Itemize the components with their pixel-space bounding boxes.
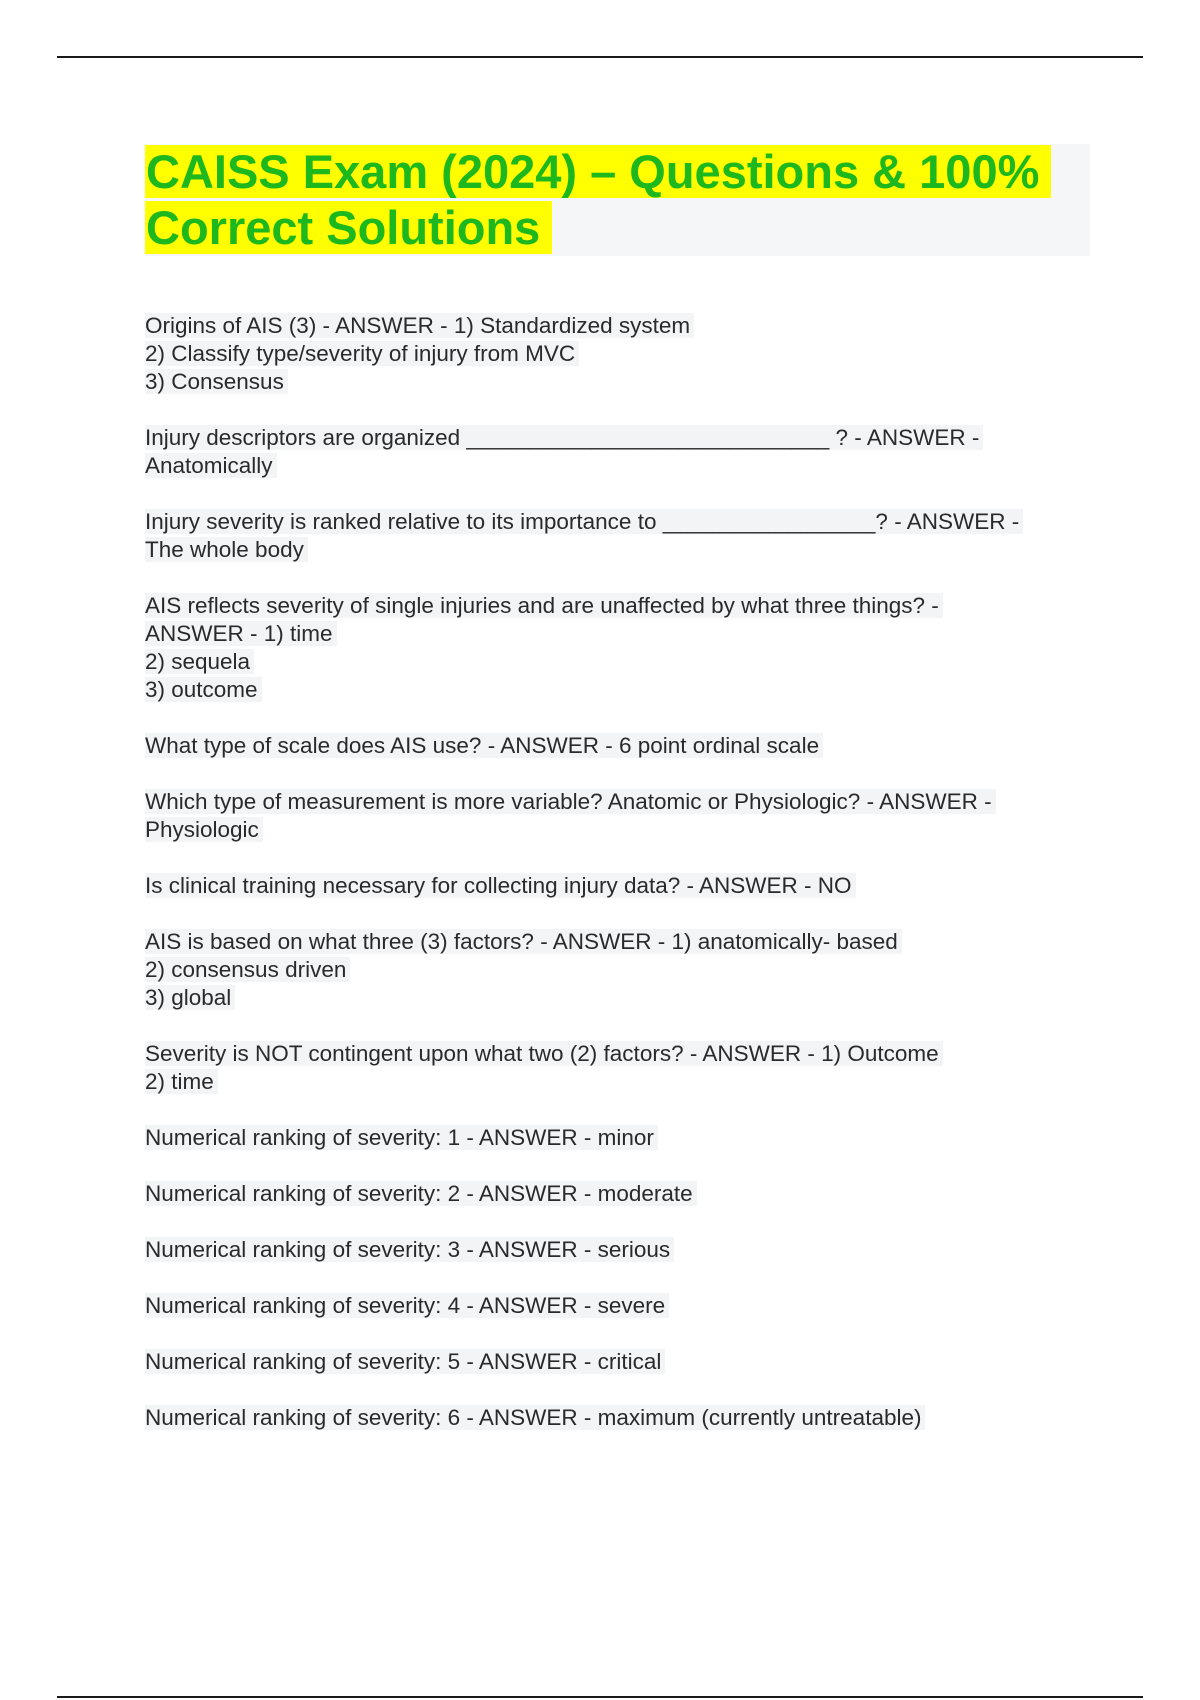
qa-line: Numerical ranking of severity: 5 - ANSWER - critical <box>145 1349 665 1374</box>
qa-list <box>145 312 1085 1460</box>
document-title-text: CAISS Exam (2024) – Questions & 100% Correct Solutions <box>145 145 1051 254</box>
qa-line: Numerical ranking of severity: 4 - ANSWER - severe <box>145 1293 669 1318</box>
qa-line: Injury descriptors are organized _____________________________ ? - ANSWER - <box>145 425 983 450</box>
document-title <box>145 144 1090 256</box>
qa-item <box>145 732 1085 760</box>
qa-item <box>145 788 1085 844</box>
qa-item <box>145 1124 1085 1152</box>
qa-item <box>145 1348 1085 1376</box>
qa-item <box>145 1404 1085 1432</box>
qa-line: 2) Classify type/severity of injury from MVC <box>145 341 579 366</box>
qa-line: AIS is based on what three (3) factors? - ANSWER - 1) anatomically- based <box>145 929 902 954</box>
qa-item <box>145 1040 1085 1096</box>
qa-item <box>145 592 1085 704</box>
qa-line: 3) global <box>145 985 235 1010</box>
title-block <box>145 144 1090 256</box>
qa-line: The whole body <box>145 537 308 562</box>
qa-line: Anatomically <box>145 453 277 478</box>
qa-line: 3) Consensus <box>145 369 288 394</box>
qa-line: Injury severity is ranked relative to its importance to _________________? - ANSWER - <box>145 509 1023 534</box>
bottom-rule <box>57 1696 1143 1698</box>
qa-line: 2) consensus driven <box>145 957 350 982</box>
qa-line: Numerical ranking of severity: 1 - ANSWER - minor <box>145 1125 658 1150</box>
qa-line: Severity is NOT contingent upon what two (2) factors? - ANSWER - 1) Outcome <box>145 1041 943 1066</box>
qa-line: Numerical ranking of severity: 6 - ANSWER - maximum (currently untreatable) <box>145 1405 925 1430</box>
qa-item <box>145 1180 1085 1208</box>
qa-line: 2) sequela <box>145 649 254 674</box>
qa-line: Which type of measurement is more variable? Anatomic or Physiologic? - ANSWER - <box>145 789 996 814</box>
qa-item <box>145 1236 1085 1264</box>
qa-line: Is clinical training necessary for collecting injury data? - ANSWER - NO <box>145 873 856 898</box>
qa-item <box>145 424 1085 480</box>
qa-item <box>145 872 1085 900</box>
qa-line: ANSWER - 1) time <box>145 621 337 646</box>
qa-line: 2) time <box>145 1069 218 1094</box>
qa-line: What type of scale does AIS use? - ANSWER - 6 point ordinal scale <box>145 733 823 758</box>
qa-item <box>145 1292 1085 1320</box>
qa-item <box>145 312 1085 396</box>
qa-line: Numerical ranking of severity: 3 - ANSWER - serious <box>145 1237 674 1262</box>
qa-line: AIS reflects severity of single injuries and are unaffected by what three things? - <box>145 593 943 618</box>
qa-item <box>145 508 1085 564</box>
qa-item <box>145 928 1085 1012</box>
qa-line: 3) outcome <box>145 677 262 702</box>
qa-line: Physiologic <box>145 817 263 842</box>
qa-line: Origins of AIS (3) - ANSWER - 1) Standardized system <box>145 313 694 338</box>
top-rule <box>57 56 1143 58</box>
qa-line: Numerical ranking of severity: 2 - ANSWER - moderate <box>145 1181 697 1206</box>
